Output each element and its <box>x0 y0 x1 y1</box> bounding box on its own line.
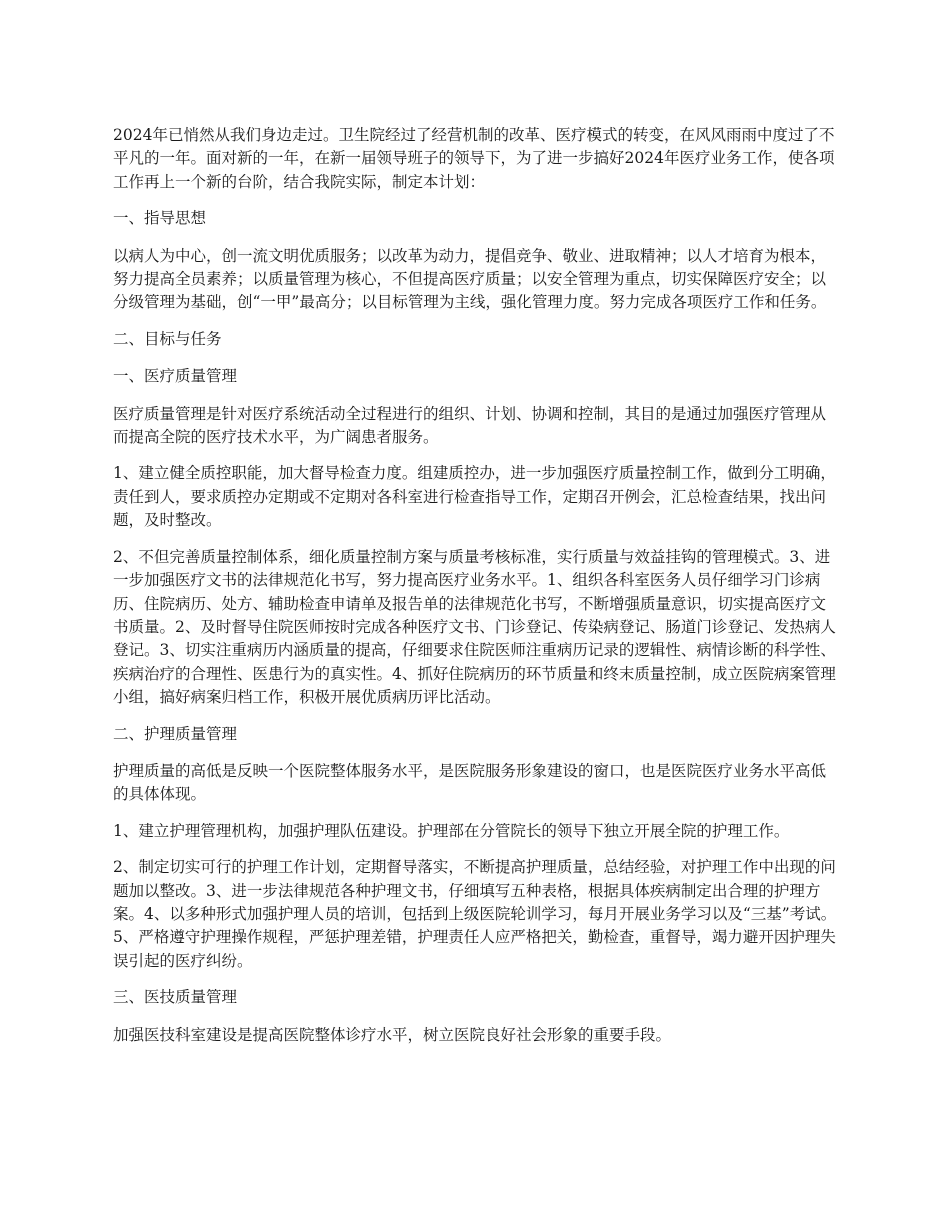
subsection-heading-nursing-quality: 二、护理质量管理 <box>113 724 238 743</box>
guiding-ideology-paragraph: 以病人为中心，创一流文明优质服务；以改革为动力，提倡竞争、敬业、进取精神；以人才培育为根本，努力提高全员素养；以质量管理为核心，不但提高医疗质量；以安全管理为重点，切实保障医疗安全；以分级管理为基础，创“一甲”最高分；以目标管理为主线，强化管理力度。努力完成各项医疗工作和任务。 <box>113 246 827 312</box>
section-heading-goals-tasks: 二、目标与任务 <box>113 329 222 348</box>
medical-quality-item-1-paragraph: 1、建立健全质控职能，加大督导检查力度。组建质控办，进一步加强医疗质量控制工作，做到分工明确，责任到人，要求质控办定期或不定期对各科室进行检查指导工作，定期召开例会，汇总检查结果，找出问题，及时整改。 <box>113 464 836 530</box>
subsection-heading-medical-quality: 一、医疗质量管理 <box>113 367 238 386</box>
medtech-quality-intro-paragraph: 加强医技科室建设是提高医院整体诊疗水平，树立医院良好社会形象的重要手段。 <box>113 1025 672 1044</box>
nursing-quality-item-2-paragraph: 2、制定切实可行的护理工作计划，定期督导落实，不断提高护理质量，总结经验，对护理工作中出现的问题加以整改。3、进一步法律规范各种护理文书，仔细填写五种表格，根据具体疾病制定出合理的护理方案。4、以多种形式加强护理人员的培训，包括到上级医院轮训学习，每月开展业务学习以及“三基”考试。5、严格遵守护理操作规程，严惩护理差错，护理责任人应严格把关，勤检查，重督导，竭力避开因护理失误引起的医疗纠纷。 <box>113 858 837 970</box>
medical-quality-item-2-paragraph: 2、不但完善质量控制体系，细化质量控制方案与质量考核标准，实行质量与效益挂钩的管理模式。3、进一步加强医疗文书的法律规范化书写，努力提高医疗业务水平。1、组织各科室医务人员仔细学习门诊病历、住院病历、处方、辅助检查申请单及报告单的法律规范化书写，不断增强质量意识，切实提高医疗文书质量。2、及时督导住院医师按时完成各种医疗文书、门诊登记、传染病登记、肠道门诊登记、发热病人登记。3、切实注重病历内涵质量的提高，仔细要求住院医师注重病历记录的逻辑性、病情诊断的科学性、疾病治疗的合理性、医患行为的真实性。4、抓好住院病历的环节质量和终末质量控制，成立医院病案管理小组，搞好病案归档工作，积极开展优质病历评比活动。 <box>113 547 836 707</box>
medical-quality-intro-paragraph: 医疗质量管理是针对医疗系统活动全过程进行的组织、计划、协调和控制，其目的是通过加强医疗管理从而提高全院的医疗技术水平，为广阔患者服务。 <box>113 404 827 447</box>
subsection-heading-medtech-quality: 三、医技质量管理 <box>113 988 238 1007</box>
nursing-quality-item-1-paragraph: 1、建立护理管理机构，加强护理队伍建设。护理部在分管院长的领导下独立开展全院的护理工作。 <box>113 821 790 840</box>
intro-paragraph: 2024年已悄然从我们身边走过。卫生院经过了经营机制的改革、医疗模式的转变，在风风雨雨中度过了不平凡的一年。面对新的一年，在新一届领导班子的领导下，为了进一步搞好2024年医疗业务工作，使各项工作再上一个新的台阶，结合我院实际，制定本计划： <box>113 126 835 191</box>
document-page <box>113 124 841 1060</box>
section-heading-guiding-ideology: 一、指导思想 <box>113 209 207 228</box>
nursing-quality-intro-paragraph: 护理质量的高低是反映一个医院整体服务水平，是医院服务形象建设的窗口，也是医院医疗业务水平高低的具体体现。 <box>113 761 827 804</box>
